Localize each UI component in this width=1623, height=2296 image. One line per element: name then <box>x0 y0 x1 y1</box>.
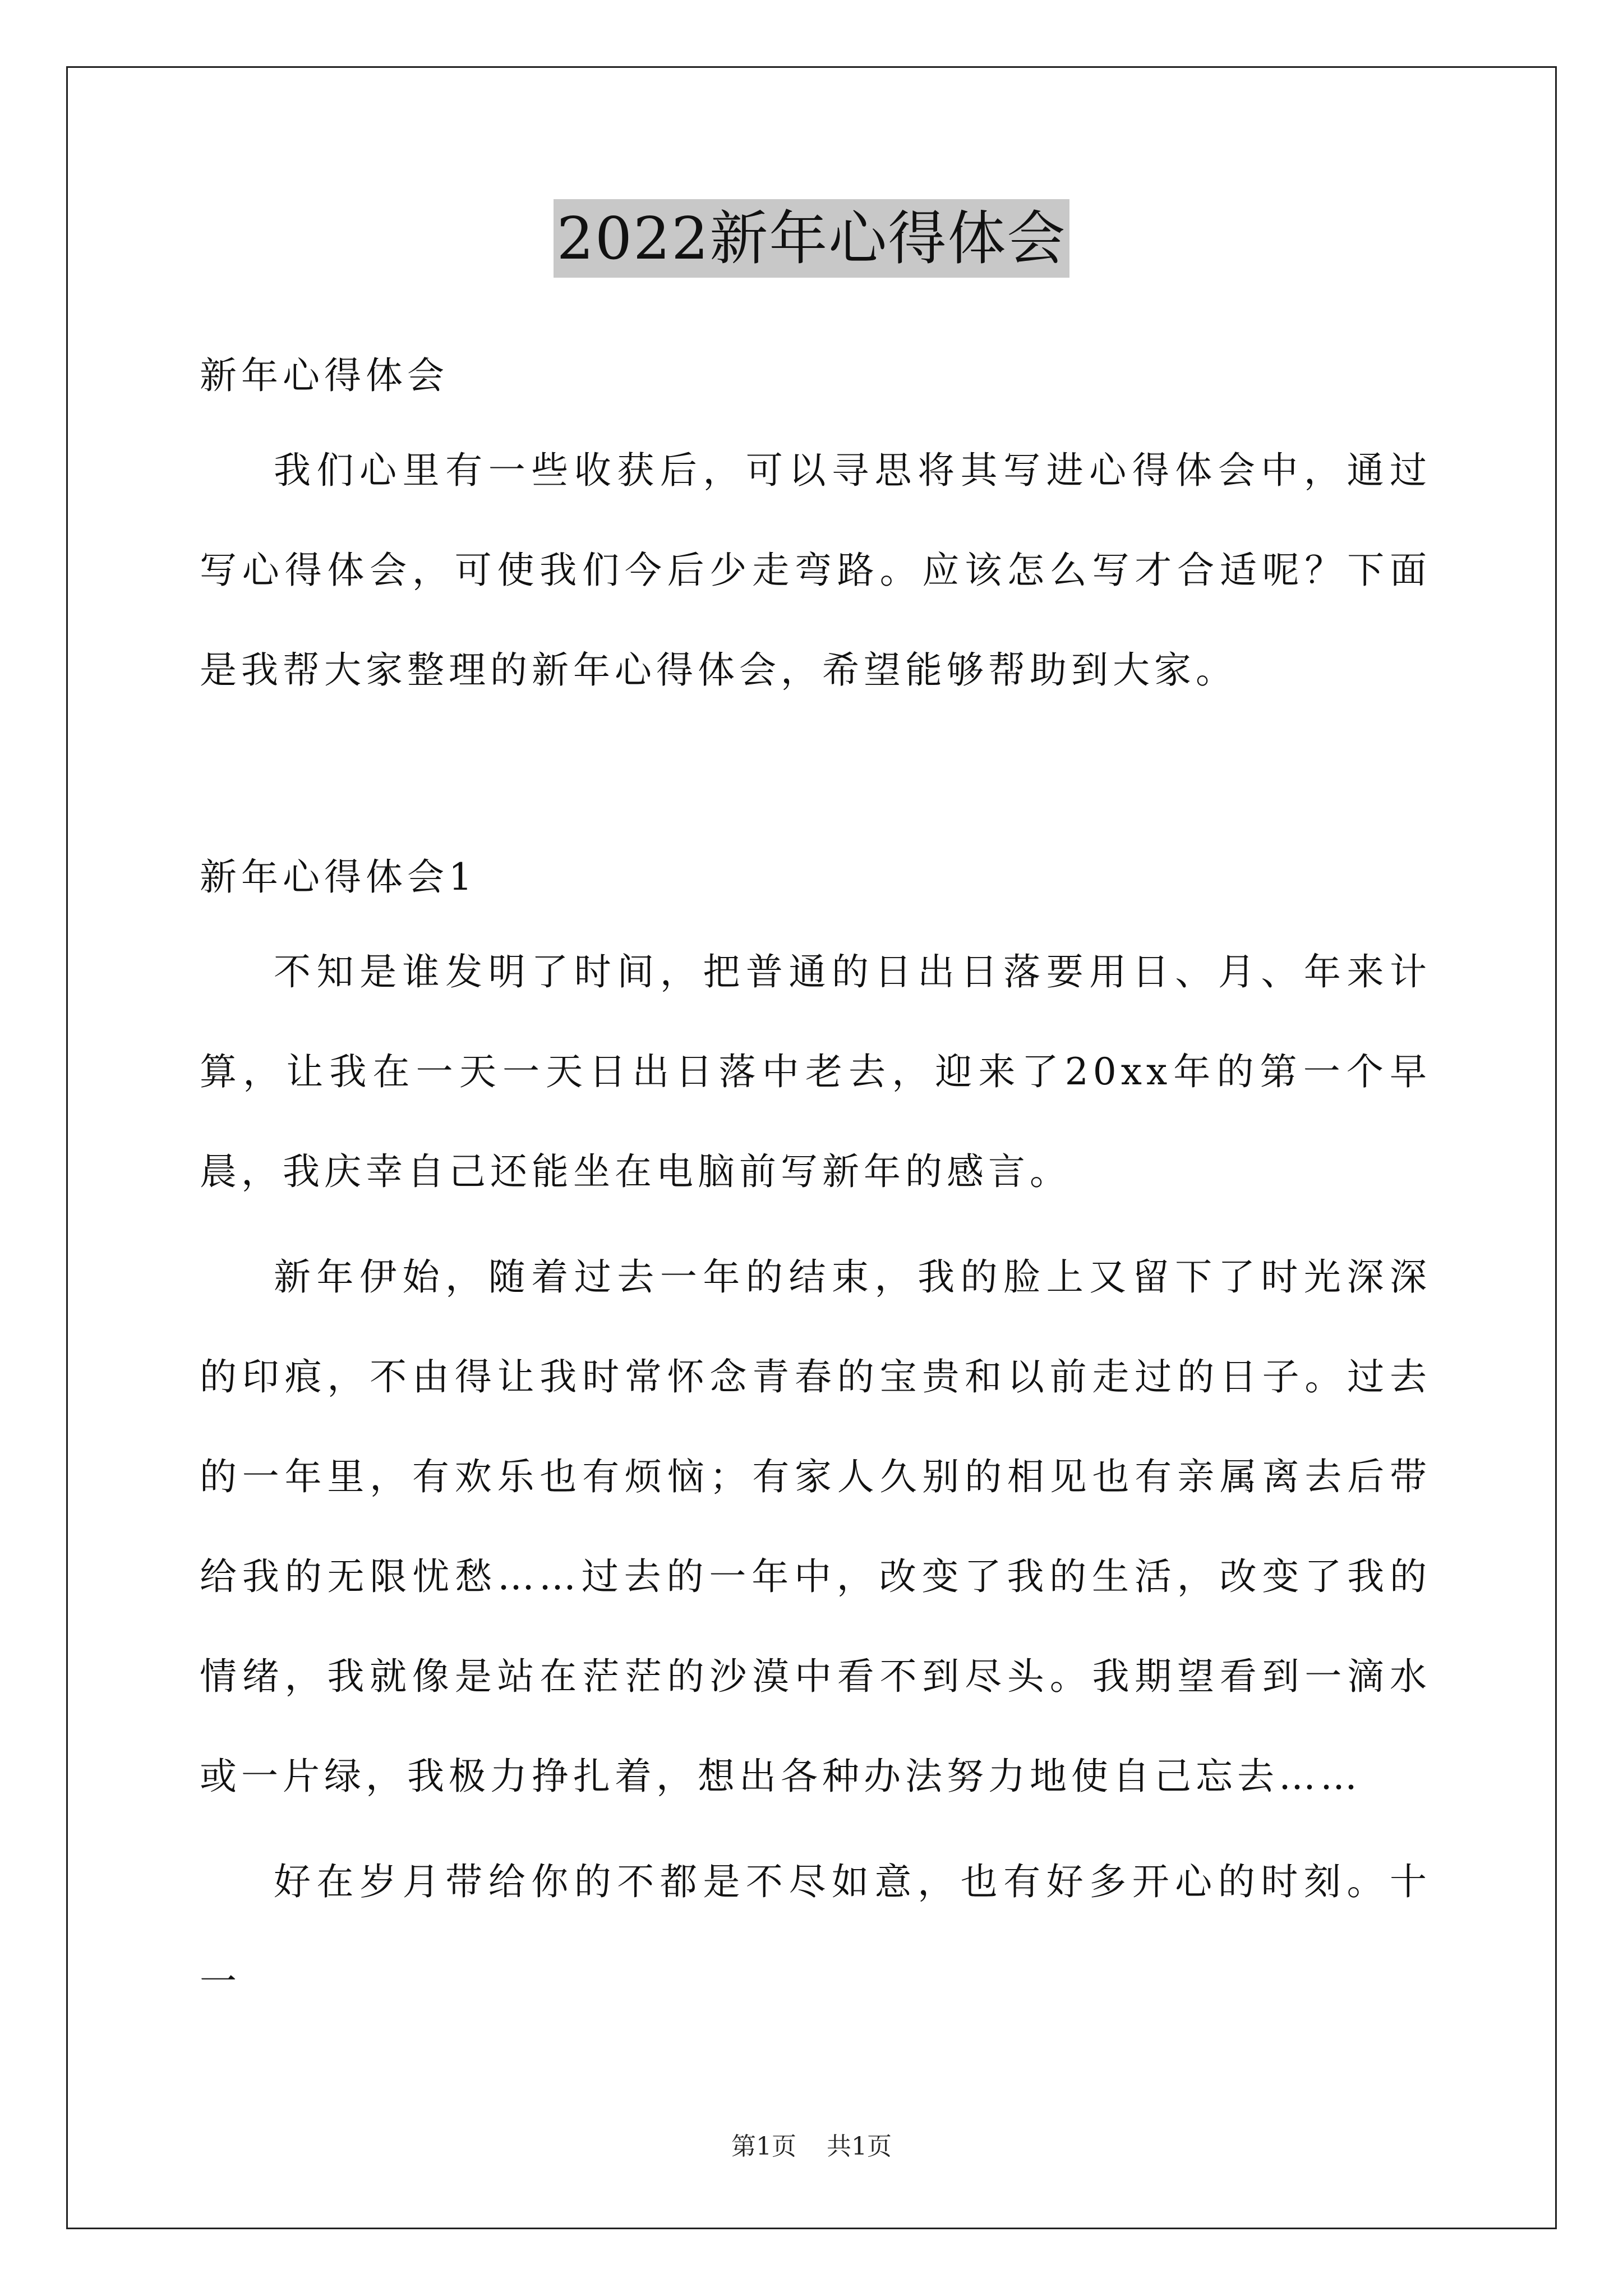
page-footer <box>0 2126 1623 2162</box>
body-paragraph: 新年伊始，随着过去一年的结束，我的脸上又留下了时光深深的印痕，不由得让我时常怀念青春的宝贵和以前走过的日子。过去的一年里，有欢乐也有烦恼；有家人久别的相见也有亲属离去后带给我的无限忧愁……过去的一年中，改变了我的生活，改变了我的情绪，我就像是站在茫茫的沙漠中看不到尽头。我期望看到一滴水或一片绿，我极力挣扎着，想出各种办法努力地使自己忘去…… <box>200 1255 1431 1798</box>
body-paragraph: 好在岁月带给你的不都是不尽如意，也有好多开心的时刻。十一 <box>200 1860 1431 2003</box>
document-subtitle: 新年心得体会 <box>200 354 449 397</box>
page-number: 第1页 <box>731 2132 796 2161</box>
section-heading: 新年心得体会1 <box>200 855 477 899</box>
document-body <box>200 331 1431 2032</box>
intro-paragraph: 我们心里有一些收获后，可以寻思将其写进心得体会中，通过写心得体会，可使我们今后少走弯路。应该怎么写才合适呢？下面是我帮大家整理的新年心得体会，希望能够帮助到大家。 <box>200 449 1431 692</box>
page-count: 共1页 <box>827 2132 892 2161</box>
section-spacer <box>200 720 1431 832</box>
document-title: 2022新年心得体会 <box>554 199 1070 278</box>
paragraph-spacer <box>200 1222 1431 1227</box>
paragraph-spacer <box>200 1826 1431 1832</box>
body-paragraph: 不知是谁发明了时间，把普通的日出日落要用日、月、年来计算，让我在一天一天日出日落中老去，迎来了20xx年的第一个早晨，我庆幸自己还能坐在电脑前写新年的感言。 <box>200 950 1431 1193</box>
title-container <box>0 199 1623 278</box>
